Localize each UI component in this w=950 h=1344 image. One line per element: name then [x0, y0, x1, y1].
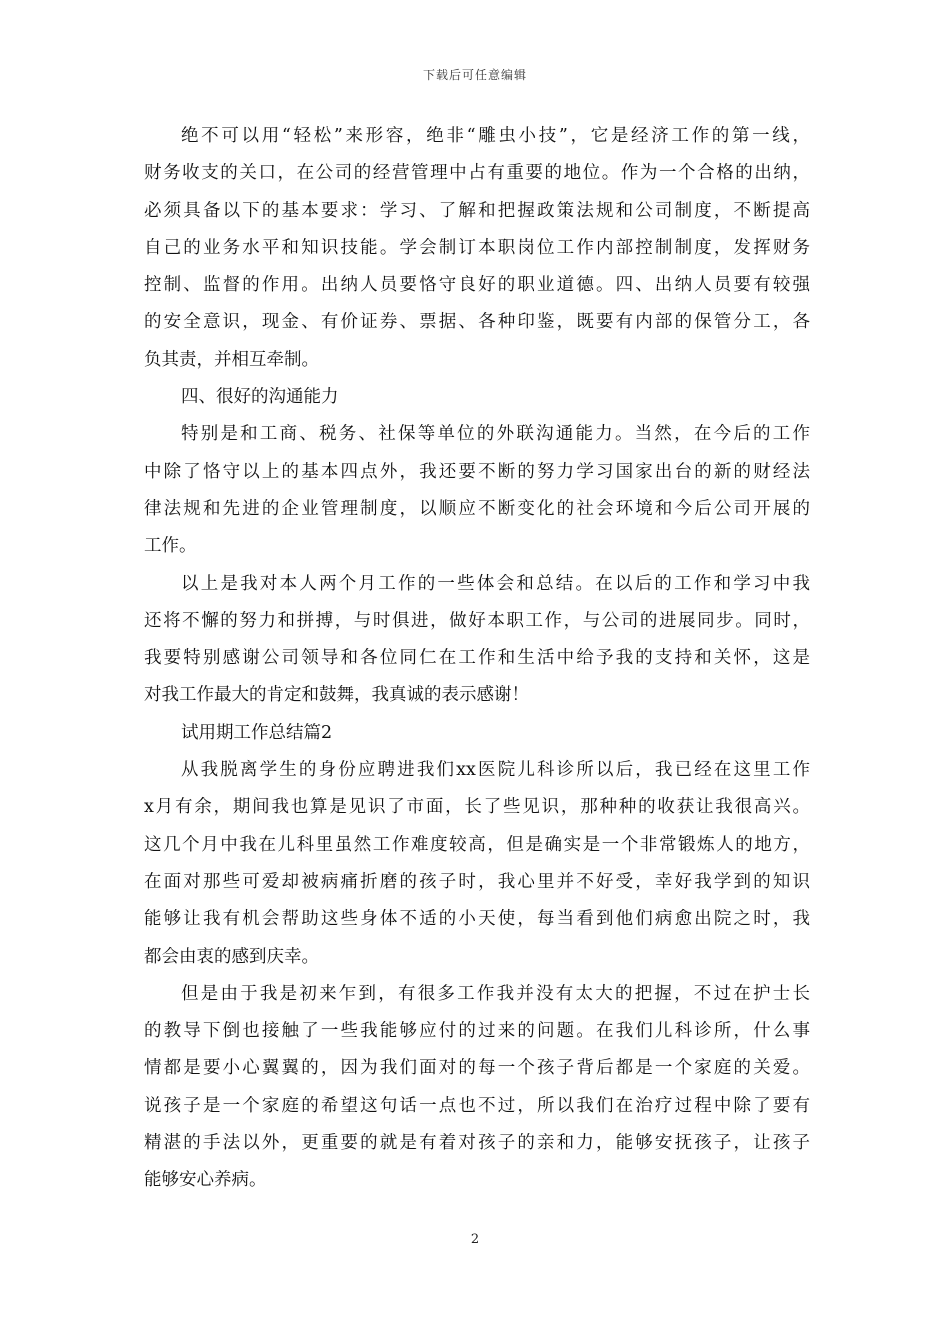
document-body	[144, 118, 810, 1200]
text-line: 对我工作最大的肯定和鼓舞，我真诚的表示感谢！	[144, 685, 529, 706]
text-line: 的安全意识，现金、有价证券、票据、各种印鉴，既要有内部的保管分工，各	[144, 312, 810, 333]
text-line: 绝不可以用“轻松”来形容，绝非“雕虫小技”，它是经济工作的第一线，	[181, 126, 810, 146]
page-number: 2	[470, 1232, 480, 1247]
text-line: 四、很好的沟通能力	[181, 387, 339, 408]
text-line: 情都是要小心翼翼的，因为我们面对的每一个孩子背后都是一个家庭的关爱。	[144, 1058, 810, 1079]
text-line: 中除了恪守以上的基本四点外，我还要不断的努力学习国家出台的新的财经法	[144, 461, 810, 482]
text-line: 以上是我对本人两个月工作的一些体会和总结。在以后的工作和学习中我	[181, 573, 810, 594]
text-line: 这几个月中我在儿科里虽然工作难度较高，但是确实是一个非常锻炼人的地方，	[144, 834, 810, 855]
text-line: 但是由于我是初来乍到，有很多工作我并没有太大的把握，不过在护士长	[181, 983, 810, 1004]
text-line: 控制、监督的作用。出纳人员要恪守良好的职业道德。四、出纳人员要有较强	[144, 275, 810, 296]
text-line: 都会由衷的感到庆幸。	[144, 946, 319, 967]
text-line: 从我脱离学生的身份应聘进我们xx医院儿科诊所以后，我已经在这里工作	[181, 760, 810, 781]
text-line: 特别是和工商、税务、社保等单位的外联沟通能力。当然，在今后的工作	[181, 424, 810, 445]
text-line: 能够安心养病。	[144, 1170, 267, 1191]
text-line: 工作。	[144, 536, 197, 557]
text-line: 还将不懈的努力和拼搏，与时俱进，做好本职工作，与公司的进展同步。同时，	[144, 610, 810, 631]
text-line: 精湛的手法以外，更重要的就是有着对孩子的亲和力，能够安抚孩子，让孩子	[144, 1133, 810, 1154]
text-line: 在面对那些可爱却被病痛折磨的孩子时，我心里并不好受，幸好我学到的知识	[144, 871, 810, 892]
text-line: 负其责，并相互牵制。	[144, 349, 319, 370]
text-line: 我要特别感谢公司领导和各位同仁在工作和生活中给予我的支持和关怀，这是	[144, 648, 810, 669]
page-header: 下载后可任意编辑	[422, 68, 527, 82]
text-line: 必须具备以下的基本要求：学习、了解和把握政策法规和公司制度，不断提高	[144, 200, 810, 221]
text-line: 律法规和先进的企业管理制度，以顺应不断变化的社会环境和今后公司开展的	[144, 498, 810, 519]
text-line: 的教导下倒也接触了一些我能够应付的过来的问题。在我们儿科诊所，什么事	[144, 1021, 810, 1042]
text-line: 说孩子是一个家庭的希望这句话一点也不过，所以我们在治疗过程中除了要有	[144, 1095, 810, 1116]
text-line: 财务收支的关口，在公司的经营管理中占有重要的地位。作为一个合格的出纳，	[144, 163, 810, 184]
text-line: 能够让我有机会帮助这些身体不适的小天使，每当看到他们病愈出院之时，我	[144, 909, 810, 930]
text-line: 试用期工作总结篇2	[181, 722, 333, 743]
text-line: x月有余，期间我也算是见识了市面，长了些见识，那种种的收获让我很高兴。	[144, 797, 810, 818]
text-line: 自己的业务水平和知识技能。学会制订本职岗位工作内部控制制度，发挥财务	[144, 237, 810, 258]
